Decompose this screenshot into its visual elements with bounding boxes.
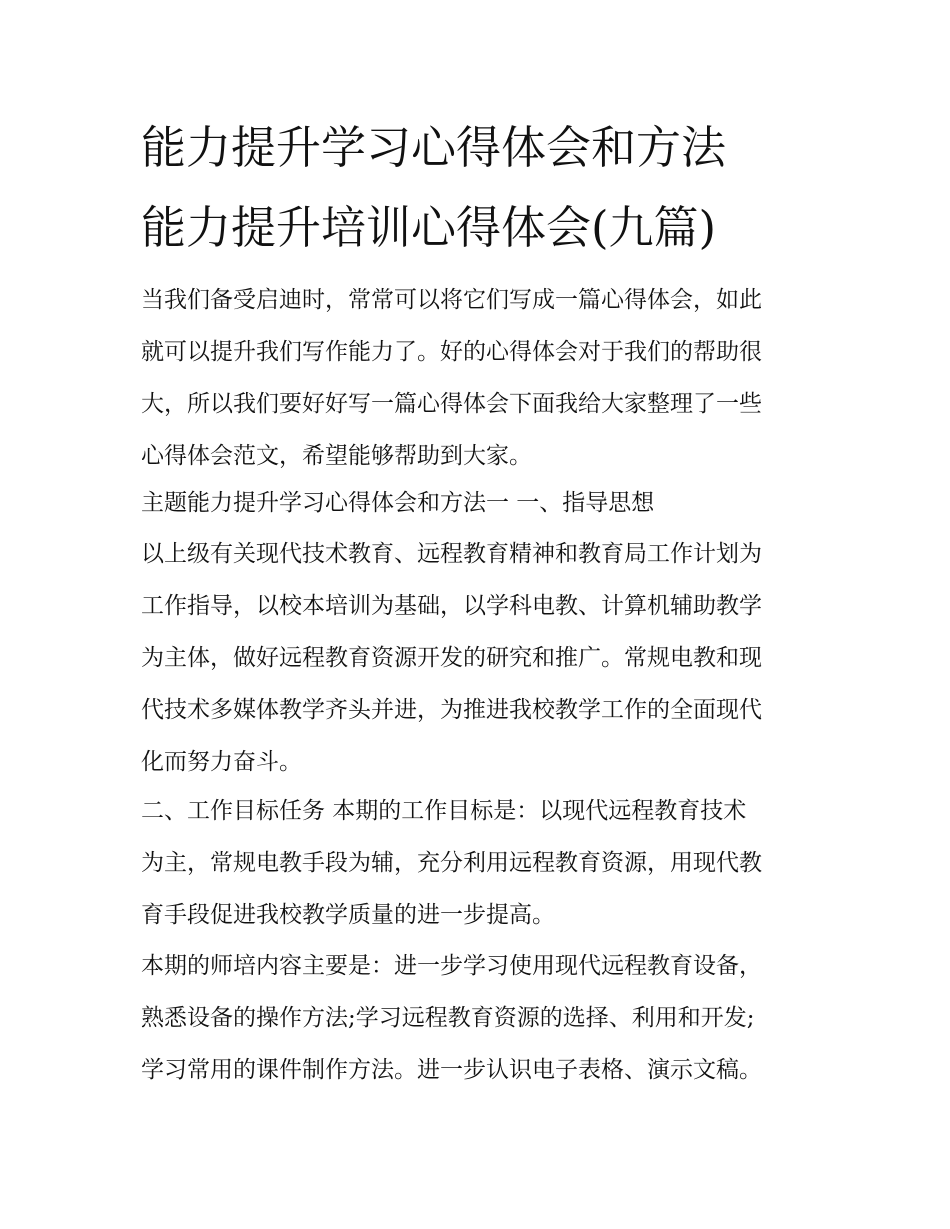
paragraph-line: 心得体会范文，希望能够帮助到大家。 <box>141 443 532 469</box>
document-title-line-1: 能力提升学习心得体会和方法 <box>141 121 727 174</box>
work-goals-paragraph <box>141 785 821 941</box>
paragraph-line: 熟悉设备的操作方法;学习远程教育资源的选择、利用和开发; <box>141 1005 755 1031</box>
paragraph-line: 二、工作目标任务 本期的工作目标是：以现代远程教育技术 <box>141 798 747 824</box>
document-title-line-2: 能力提升培训心得体会(九篇) <box>141 201 717 254</box>
paragraph-line: 学习常用的课件制作方法。进一步认识电子表格、演示文稿。 <box>141 1057 762 1083</box>
paragraph-line: 化而努力奋斗。 <box>141 749 302 775</box>
paragraph-line: 代技术多媒体教学齐头并进，为推进我校教学工作的全面现代 <box>141 697 762 723</box>
paragraph-line: 以上级有关现代技术教育、远程教育精神和教育局工作计划为 <box>141 541 762 567</box>
section-heading-paragraph <box>141 477 821 529</box>
paragraph-line: 为主，常规电教手段为辅，充分利用远程教育资源，用现代教 <box>141 850 762 876</box>
paragraph-line: 主题能力提升学习心得体会和方法一 一、指导思想 <box>141 490 655 516</box>
paragraph-line: 就可以提升我们写作能力了。好的心得体会对于我们的帮助很 <box>141 339 762 365</box>
training-content-paragraph <box>141 940 821 1096</box>
paragraph-line: 大，所以我们要好好写一篇心得体会下面我给大家整理了一些 <box>141 391 762 417</box>
paragraph-line: 当我们备受启迪时，常常可以将它们写成一篇心得体会，如此 <box>141 287 762 313</box>
paragraph-line: 工作指导，以校本培训为基础，以学科电教、计算机辅助教学 <box>141 593 762 619</box>
paragraph-line: 本期的师培内容主要是：进一步学习使用现代远程教育设备， <box>141 953 762 979</box>
paragraph-line: 为主体，做好远程教育资源开发的研究和推广。常规电教和现 <box>141 645 762 671</box>
paragraph-line: 育手段促进我校教学质量的进一步提高。 <box>141 902 555 928</box>
intro-paragraph <box>141 274 821 482</box>
guiding-thought-paragraph <box>141 528 821 788</box>
